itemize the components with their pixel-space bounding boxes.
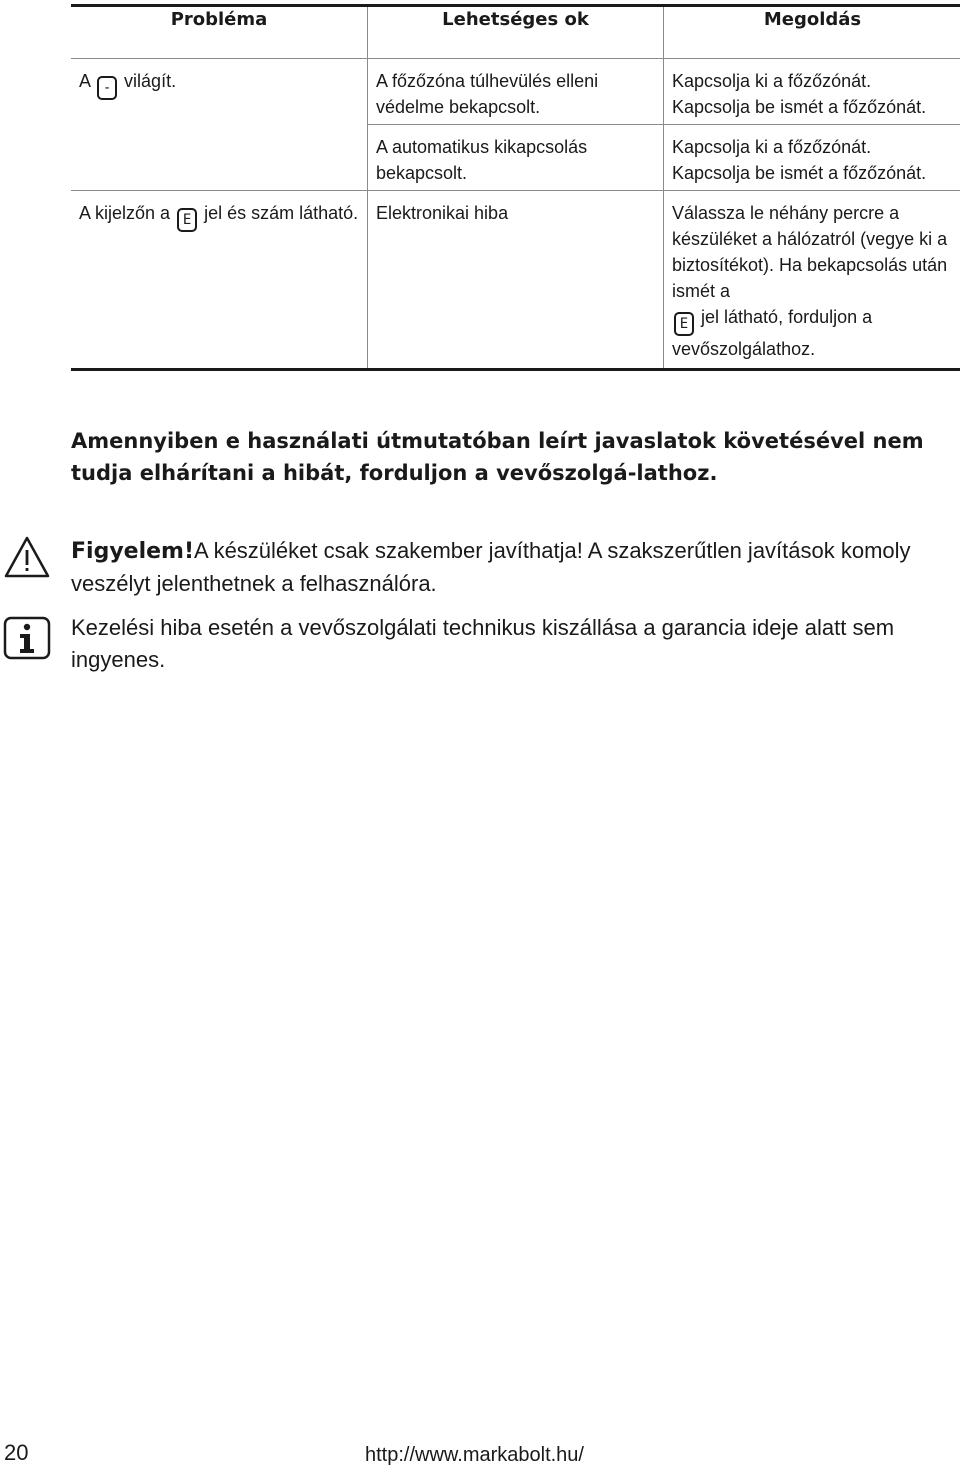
table-row bbox=[71, 125, 960, 191]
service-notice: Amennyiben e használati útmutatóban leírt javaslatok követésével nem tudja elhárítani a hibát, forduljon a vevőszolgá-lathoz. bbox=[71, 429, 924, 485]
warning-label: Figyelem! bbox=[71, 539, 194, 564]
page-number: 20 bbox=[4, 1440, 29, 1465]
solution-text-part1: Válassza le néhány percre a készüléket a hálózatról (vegye ki a biztosítékot). Ha bekapcsolás után ismét a bbox=[672, 203, 948, 301]
display-dash-icon: - bbox=[97, 76, 117, 100]
solution-cell: Kapcsolja ki a főzőzónát. Kapcsolja be ismét a főzőzónát. bbox=[664, 59, 960, 125]
warning-note bbox=[71, 535, 956, 600]
display-e-icon: E bbox=[674, 312, 694, 336]
problem-cell bbox=[71, 191, 368, 370]
header-problem: Probléma bbox=[71, 6, 368, 59]
problem-prefix: A kijelzőn a bbox=[79, 203, 171, 223]
solution-text-part2: jel látható, forduljon a vevőszolgálathoz. bbox=[672, 307, 873, 359]
troubleshooting-table bbox=[71, 4, 960, 371]
cause-cell: Elektronikai hiba bbox=[368, 191, 664, 370]
problem-suffix: jel és szám látható. bbox=[204, 203, 359, 223]
warning-triangle-icon bbox=[3, 535, 51, 579]
problem-cell-empty bbox=[71, 125, 368, 191]
display-e-icon: E bbox=[177, 208, 197, 232]
header-cause: Lehetséges ok bbox=[368, 6, 664, 59]
solution-cell bbox=[664, 191, 960, 370]
info-note: Kezelési hiba esetén a vevőszolgálati technikus kiszállása a garancia ideje alatt sem ingyenes. bbox=[71, 615, 895, 672]
problem-suffix: világít. bbox=[124, 71, 177, 91]
warning-text: A készüléket csak szakember javíthatja! A szakszerűtlen javítások komoly veszélyt jelenthetnek a felhasználóra. bbox=[71, 538, 911, 596]
table-header-row bbox=[71, 6, 960, 59]
solution-cell: Kapcsolja ki a főzőzónát. Kapcsolja be ismét a főzőzónát. bbox=[664, 125, 960, 191]
table-row bbox=[71, 59, 960, 125]
cause-cell: A főzőzóna túlhevülés elleni védelme bekapcsolt. bbox=[368, 59, 664, 125]
problem-cell bbox=[71, 59, 368, 125]
cause-cell: A automatikus kikapcsolás bekapcsolt. bbox=[368, 125, 664, 191]
table-row bbox=[71, 191, 960, 370]
info-icon bbox=[3, 616, 51, 660]
troubleshooting-table-container bbox=[71, 4, 959, 371]
header-solution: Megoldás bbox=[664, 6, 960, 59]
footer-url: http://www.markabolt.hu/ bbox=[365, 1444, 584, 1466]
problem-prefix: A bbox=[79, 71, 91, 91]
